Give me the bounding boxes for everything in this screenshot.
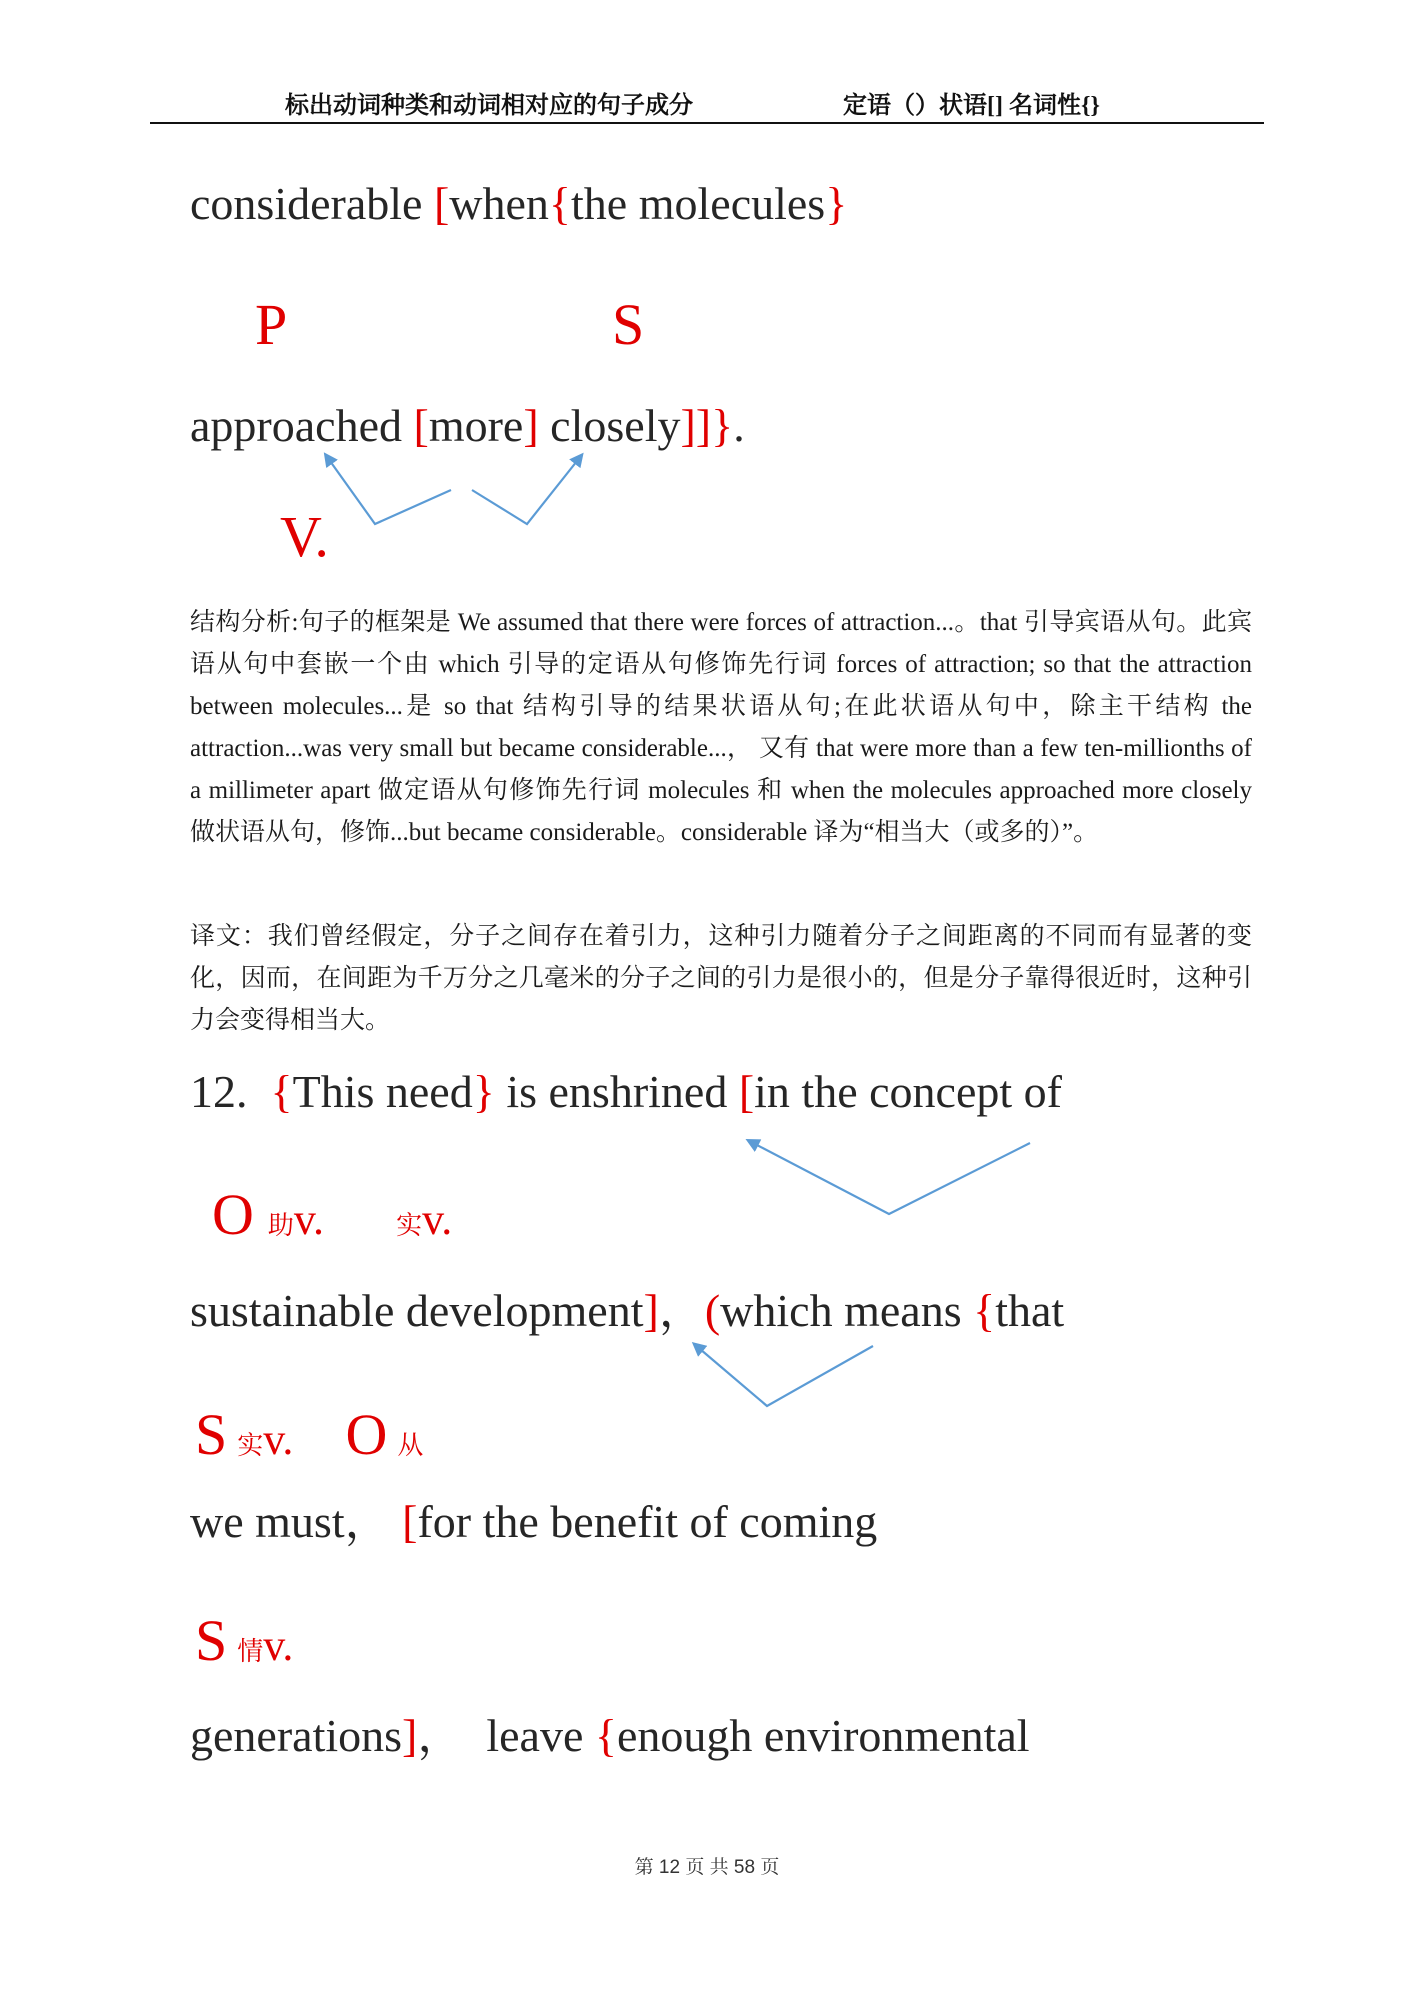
text-segment: [: [402, 1496, 418, 1547]
text-segment: which means: [720, 1285, 974, 1336]
header-right-legend: 定语（）状语[] 名词性{}: [843, 93, 1100, 119]
sentence-line-approached: [190, 400, 745, 453]
header-rule: [150, 122, 1264, 124]
text-segment: [293, 1453, 345, 1454]
text-segment: [: [413, 400, 429, 451]
text-segment: [227, 1659, 237, 1660]
text-segment: the molecules: [571, 178, 826, 229]
text-segment: This need: [292, 1066, 473, 1117]
text-segment: closely: [538, 400, 681, 451]
text-segment: ]: [523, 400, 539, 451]
sentence-line-generations: [190, 1710, 1030, 1763]
sentence-line-sustainable: [190, 1285, 1064, 1338]
grammar-label-v: [280, 504, 329, 569]
text-segment: that: [995, 1285, 1065, 1336]
text-segment: ]: [643, 1285, 659, 1336]
text-segment: {: [973, 1285, 996, 1336]
text-segment: S: [195, 1608, 228, 1673]
text-segment: 实: [237, 1431, 264, 1460]
header-left-title: 标出动词种类和动词相对应的句子成分: [285, 93, 693, 119]
text-segment: sustainable development: [190, 1285, 644, 1336]
grammar-label-p: [255, 292, 288, 357]
text-segment: v.: [263, 1415, 294, 1464]
text-segment: }: [472, 1066, 495, 1117]
text-segment: [: [433, 178, 450, 229]
connector-arrow-v-left: [330, 461, 451, 524]
text-segment: more: [428, 400, 524, 451]
grammar-label-row-o-v: [212, 1182, 453, 1247]
text-segment: [387, 1453, 397, 1454]
text-segment: v.: [263, 1621, 294, 1670]
text-segment: approached: [190, 400, 414, 451]
text-segment: 实: [396, 1211, 423, 1240]
text-segment: ]: [402, 1710, 418, 1761]
text-segment: [227, 1453, 237, 1454]
structure-analysis-paragraph: 结构分析:句子的框架是 We assumed that there were forces of attraction...。that 引导宾语从句。此宾语从句中套嵌一个由 which 引导的定语从句修饰先行词 forces of attraction; so that the attraction between molecules...是 so that 结构引导的结果状语从句;在此状语从句中，除主干结构 the attraction...was very small but became considerable...， 又有 that were more than a few ten-millionths of a millimeter apart 做定语从句修饰先行词 molecules 和 when the molecules approached more closely 做状语从句，修饰...but became considerable。considerable 译为“相当大（或多的）”。: [190, 609, 1252, 846]
text-segment: ，: [658, 1285, 705, 1336]
text-segment: [254, 1233, 268, 1234]
connector-arrow-v-right: [472, 461, 577, 524]
text-segment: O: [212, 1182, 254, 1247]
page-footer: 第 12 页 共 58 页: [634, 1857, 780, 1878]
grammar-label-s: [612, 292, 645, 357]
text-segment: [: [738, 1066, 755, 1117]
text-segment: ， leave: [417, 1710, 595, 1761]
sentence-line-considerable: [190, 178, 847, 231]
sentence-line-12-this-need: [190, 1066, 1062, 1119]
grammar-label-row-s-o: [195, 1402, 424, 1467]
text-segment: O: [345, 1402, 388, 1467]
connector-arrow-development: [700, 1346, 873, 1406]
text-segment: P: [255, 292, 288, 357]
text-segment: 12.: [190, 1066, 271, 1117]
text-segment: 情: [237, 1637, 264, 1666]
text-segment: [324, 1233, 396, 1234]
text-segment: considerable: [190, 178, 434, 229]
text-segment: 助: [267, 1211, 294, 1240]
text-segment: ]]}: [680, 400, 734, 451]
text-segment: {: [594, 1710, 617, 1761]
text-segment: {: [548, 178, 572, 229]
connector-arrow-enshrined: [755, 1143, 1030, 1214]
text-segment: we must，: [190, 1496, 403, 1547]
text-segment: enough environmental: [616, 1710, 1030, 1761]
text-segment: .: [733, 400, 745, 451]
text-segment: S: [195, 1402, 228, 1467]
text-segment: 从: [397, 1431, 424, 1460]
text-segment: V.: [280, 504, 329, 569]
text-segment: is enshrined: [494, 1066, 739, 1117]
text-segment: when: [449, 178, 549, 229]
text-segment: v.: [422, 1195, 453, 1244]
sentence-line-we-must: [190, 1496, 877, 1549]
translation-paragraph: 译文：我们曾经假定，分子之间存在着引力，这种引力随着分子之间距离的不同而有显著的变化，因而，在间距为千万分之几毫米的分子之间的引力是很小的，但是分子靠得很近时，这种引力会变得相当大。: [190, 923, 1252, 1034]
text-segment: }: [825, 178, 848, 229]
text-segment: in the concept of: [754, 1066, 1062, 1117]
text-segment: {: [270, 1066, 293, 1117]
grammar-label-row-s-qing: [195, 1608, 294, 1673]
text-segment: v.: [293, 1195, 325, 1244]
text-segment: S: [612, 292, 645, 357]
text-segment: for the benefit of coming: [417, 1496, 878, 1547]
text-segment: (: [704, 1285, 721, 1336]
text-segment: generations: [190, 1710, 403, 1761]
